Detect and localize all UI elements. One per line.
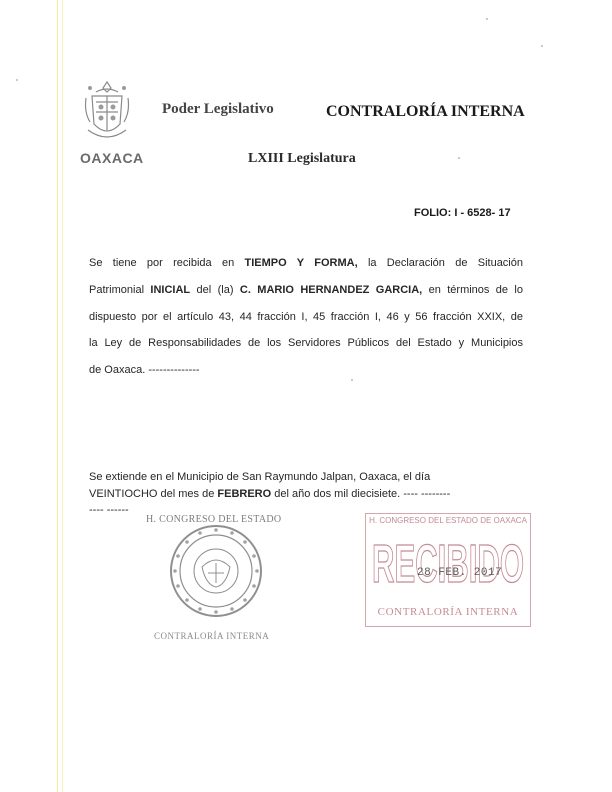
text-fragment: del (la) [196, 284, 234, 296]
bold-fragment: INICIAL [150, 284, 191, 296]
scan-speck [486, 18, 488, 20]
paragraph-2-line-1: Se extiende en el Municipio de San Raymundo Jalpan, Oaxaca, el día [89, 471, 431, 483]
bold-fragment: C. MARIO HERNANDEZ GARCIA, [239, 284, 423, 296]
scan-speck [351, 379, 353, 381]
paragraph-2-line-3: ---- ------ [89, 504, 129, 516]
text-fragment: la Declaración de Situación [367, 257, 523, 269]
received-stamp-header: H. CONGRESO DEL ESTADO DE OAXACA [369, 516, 527, 525]
text-fragment: del año dos mil diecisiete. ---- -------- [274, 488, 451, 500]
congress-stamp-title: H. CONGRESO DEL ESTADO [146, 514, 282, 525]
oaxaca-crest-icon [82, 78, 132, 150]
bold-fragment: FEBRERO [217, 488, 272, 500]
received-stamp-word [366, 530, 530, 592]
poder-legislativo-heading: Poder Legislativo [162, 101, 274, 117]
congress-seal-icon [168, 523, 264, 619]
margin-line [62, 0, 63, 792]
margin-line [57, 0, 58, 792]
text-fragment: en términos de lo [428, 284, 523, 296]
received-stamp-footer: CONTRALORÍA INTERNA [377, 606, 519, 618]
paragraph-1-line-2 [89, 284, 523, 297]
folio-number: FOLIO: I - 6528- 17 [414, 207, 511, 219]
text-fragment: Patrimonial [89, 284, 145, 296]
scan-speck [541, 45, 543, 47]
text-fragment: Se tiene por recibida en [89, 257, 235, 269]
bold-fragment: TIEMPO Y FORMA, [244, 257, 358, 269]
paragraph-1-line-3: dispuesto por el artículo 43, 44 fracción I, 45 fracción I, 46 y 56 fracción XXIX, de [89, 311, 523, 323]
paragraph-2-line-2 [89, 488, 523, 501]
paragraph-1-line-4: la Ley de Responsabilidades de los Servidores Públicos del Estado y Municipios [89, 337, 523, 349]
paragraph-1-line-1 [89, 257, 523, 270]
contraloria-heading: CONTRALORÍA INTERNA [326, 103, 525, 120]
scan-speck [16, 79, 18, 81]
received-date: 28 FEB. 2017 [417, 567, 503, 579]
legislatura-heading: LXIII Legislatura [248, 151, 356, 166]
received-word-text: RECIBIDO [372, 534, 524, 592]
scan-speck [458, 157, 460, 159]
contraloria-stamp-text: CONTRALORÍA INTERNA [154, 631, 270, 641]
paragraph-1-line-5: de Oaxaca. -------------- [89, 364, 200, 376]
text-fragment: VEINTIOCHO del mes de [89, 488, 215, 500]
oaxaca-logo-text: OAXACA [80, 150, 144, 166]
